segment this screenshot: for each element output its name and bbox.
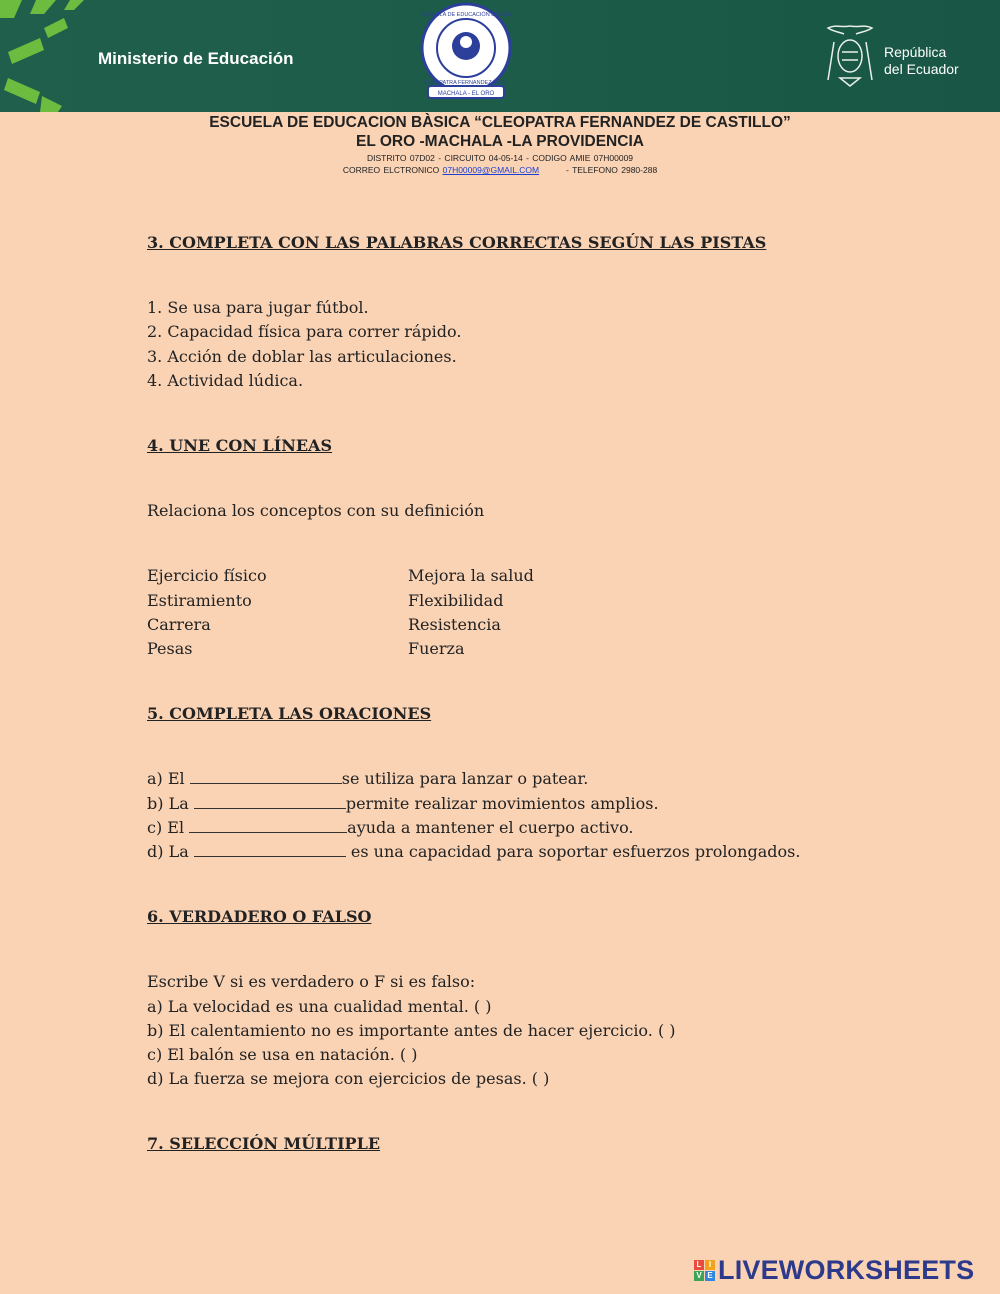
republic-line-2: del Ecuador — [884, 61, 959, 77]
section-6-title: 6. VERDADERO O FALSO — [147, 907, 372, 927]
clue-item: 3. Acción de doblar las articulaciones. — [147, 346, 457, 366]
true-false-item[interactable]: b) El calentamiento no es importante antes de hacer ejercicio. ( ) — [147, 1020, 676, 1040]
school-location: EL ORO -MACHALA -LA PROVIDENCIA — [356, 133, 644, 150]
sentence-suffix: se utiliza para lanzar o patear. — [341, 769, 589, 789]
sentence-suffix: es una capacidad para soportar esfuerzos prolongados. — [345, 842, 801, 862]
seal-place-text: MACHALA - EL ORO — [437, 91, 495, 97]
school-contact-line — [0, 164, 1000, 176]
liveworksheets-logo[interactable] — [694, 1255, 974, 1286]
section-5-title: 5. COMPLETA LAS ORACIONES — [147, 704, 432, 724]
concept-item[interactable]: Pesas — [147, 639, 193, 659]
seal-bottom-text: CLEOPATRA FERNANDEZ DE C. — [424, 80, 508, 86]
true-false-item[interactable]: a) La velocidad es una cualidad mental. ( ) — [147, 996, 492, 1016]
republic-line-1: República — [884, 44, 947, 60]
answer-blank[interactable] — [194, 842, 346, 857]
sentence-prefix: a) El — [147, 769, 190, 789]
concept-item[interactable]: Carrera — [147, 614, 211, 634]
answer-blank[interactable] — [190, 769, 342, 784]
logo-letter: V — [694, 1271, 704, 1281]
true-false-item[interactable]: d) La fuerza se mejora con ejercicios de pesas. ( ) — [147, 1069, 550, 1089]
clue-item: 1. Se usa para jugar fútbol. — [147, 298, 369, 318]
sentence-item — [147, 767, 867, 791]
sentence-item — [147, 792, 867, 816]
ministry-chevron-logo-icon — [0, 0, 90, 112]
header-banner — [0, 0, 1000, 112]
clue-item: 2. Capacidad física para correr rápido. — [147, 322, 462, 342]
school-name: ESCUELA DE EDUCACION BÀSICA “CLEOPATRA FERNANDEZ DE CASTILLO” — [209, 114, 791, 131]
worksheet-content — [147, 231, 867, 1157]
definition-item[interactable]: Mejora la salud — [408, 566, 534, 586]
section-4-instruction: Relaciona los conceptos con su definición — [147, 501, 485, 521]
definition-item[interactable]: Resistencia — [408, 614, 501, 634]
definition-item[interactable]: Fuerza — [408, 639, 465, 659]
answer-blank[interactable] — [194, 794, 346, 809]
sentence-prefix: b) La — [147, 793, 194, 813]
sentence-suffix: permite realizar movimientos amplios. — [345, 793, 659, 813]
logo-letter: I — [705, 1260, 715, 1270]
definition-item[interactable]: Flexibilidad — [408, 590, 504, 610]
section-7-title: 7. SELECCIÓN MÚLTIPLE — [147, 1134, 381, 1154]
sentence-prefix: c) El — [147, 817, 190, 837]
logo-letter: L — [694, 1260, 704, 1270]
section-3-list — [147, 296, 867, 393]
ministry-title: Ministerio de Educación — [98, 49, 294, 68]
school-header — [0, 113, 1000, 176]
matching-pairs — [147, 564, 867, 661]
clue-item: 4. Actividad lúdica. — [147, 370, 304, 390]
section-6-instruction: Escribe V si es verdadero o F si es falso: — [147, 972, 476, 992]
email-label: CORREO ELCTRONICO — [342, 165, 440, 175]
section-5-list — [147, 767, 867, 864]
sentence-item — [147, 816, 867, 840]
school-seal-icon — [416, 2, 516, 102]
phone-text: - TELEFONO 2980-288 — [566, 165, 658, 175]
section-4-title: 4. UNE CON LÍNEAS — [147, 436, 333, 456]
liveworksheets-logo-icon — [694, 1260, 715, 1281]
email-link[interactable]: 07H00009@GMAIL.COM — [442, 165, 540, 175]
sentence-prefix: d) La — [147, 842, 194, 862]
answer-blank[interactable] — [189, 818, 347, 833]
seal-top-text: ESCUELA DE EDUCACIÓN BÁSICA — [420, 12, 512, 18]
concept-item[interactable]: Estiramiento — [147, 590, 252, 610]
liveworksheets-logo-text: LIVEWORKSHEETS — [718, 1255, 975, 1285]
republic-title — [884, 44, 959, 78]
ecuador-coat-of-arms-icon — [822, 22, 878, 88]
concept-item[interactable]: Ejercicio físico — [147, 566, 267, 586]
section-3-title: 3. COMPLETA CON LAS PALABRAS CORRECTAS SEGÚN LAS PISTAS — [147, 233, 767, 252]
section-6-list — [147, 995, 867, 1092]
sentence-item — [147, 840, 867, 864]
logo-letter: E — [705, 1271, 715, 1281]
true-false-item[interactable]: c) El balón se usa en natación. ( ) — [147, 1045, 418, 1065]
sentence-suffix: ayuda a mantener el cuerpo activo. — [347, 817, 634, 837]
school-info-line: DISTRITO 07D02 - CIRCUITO 04-05-14 - CODIGO AMIE 07H00009 — [366, 153, 634, 163]
